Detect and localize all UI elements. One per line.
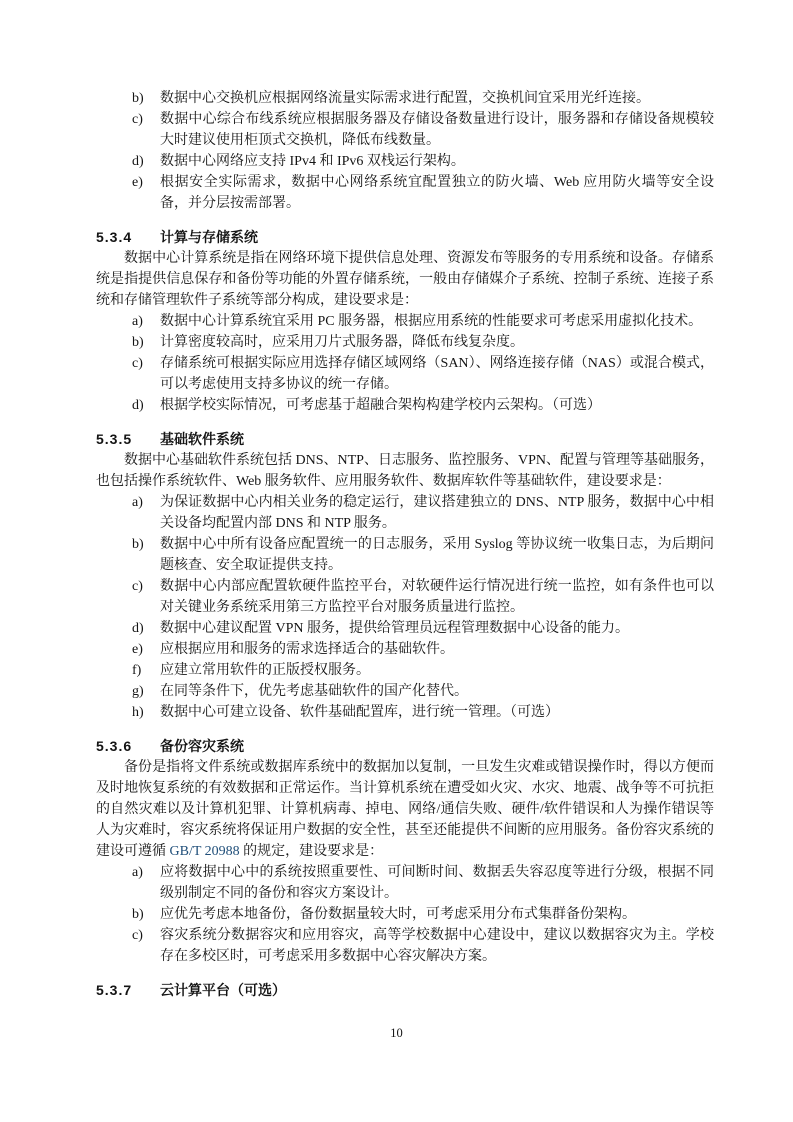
list-item-text: 数据中心内部应配置软硬件监控平台，对软硬件运行情况进行统一监控，如有条件也可以对关键业务系统采用第三方监控平台对服务质量进行监控。 [160,579,714,615]
list-item-text: 容灾系统分数据容灾和应用容灾，高等学校数据中心建设中，建议以数据容灾为主。学校存在多校区时，可考虑采用多数据中心容灾解决方案。 [160,928,714,964]
standard-reference-link[interactable]: GB/T 20988 [169,844,240,859]
list-item [96,151,714,172]
paragraph-text-segment: 数据中心基础软件系统包括 DNS、NTP、日志服务、监控服务、VPN、配置与管理等基础服务，也包括操作系统软件、Web 服务软件、应用服务软件、数据库软件等基础软件，建设要求是： [96,453,714,489]
list-item [96,862,714,904]
list-item-label: e) [132,175,143,190]
list-item-label: b) [132,537,144,552]
list-item [96,395,714,416]
document-content [96,88,714,1001]
list-item-text: 数据中心中所有设备应配置统一的日志服务，采用 Syslog 等协议统一收集日志，为后期问题核查、安全取证提供支持。 [160,537,714,573]
list-item [96,492,714,534]
list-item-text: 在同等条件下，优先考虑基础软件的国产化替代。 [160,684,468,699]
list-item-label: b) [132,335,144,350]
list-item [96,332,714,353]
section [96,736,714,967]
list-item-label: b) [132,907,144,922]
section-number: 5.3.6 [96,738,133,754]
list-item [96,311,714,332]
list-item-label: a) [132,314,143,329]
list-item [96,904,714,925]
list-item [96,353,714,395]
sections-container [96,227,714,1001]
list-item [96,576,714,618]
section-paragraph [96,757,714,862]
section-number: 5.3.4 [96,229,133,245]
list-item-text: 数据中心交换机应根据网络流量实际需求进行配置，交换机间宜采用光纤连接。 [160,91,650,106]
list-item-label: d) [132,154,144,169]
list-item-label: e) [132,642,143,657]
list-item-text: 数据中心网络应支持 IPv4 和 IPv6 双栈运行架构。 [160,154,465,169]
list-item [96,681,714,702]
page-number: 10 [390,1026,403,1040]
list-item [96,534,714,576]
list-item-text: 数据中心综合布线系统应根据服务器及存储设备数量进行设计，服务器和存储设备规模较大时建议使用柜顶式交换机，降低布线数量。 [160,112,714,148]
list-item-label: h) [132,705,144,720]
list-item-text: 数据中心建议配置 VPN 服务，提供给管理员远程管理数据中心设备的能力。 [160,621,630,636]
section-title: 备份容灾系统 [160,738,244,754]
section-heading [96,980,714,1001]
list-item [96,109,714,151]
section-heading [96,429,714,450]
list-item-label: c) [132,928,143,943]
list-item-label: g) [132,684,144,699]
list-item-label: c) [132,112,143,127]
section [96,227,714,416]
list-item [96,172,714,214]
list-item-label: c) [132,356,143,371]
section [96,429,714,723]
paragraph-text-segment: 数据中心计算系统是指在网络环境下提供信息处理、资源发布等服务的专用系统和设备。存储系统是指提供信息保存和备份等功能的外置存储系统，一般由存储媒介子系统、控制子系统、连接子系统和存储管理软件子系统等部分构成，建设要求是： [96,251,714,308]
paragraph-text-segment: 备份是指将文件系统或数据库系统中的数据加以复制，一旦发生灾难或错误操作时，得以方便而及时地恢复系统的有效数据和正常运作。当计算机系统在遭受如火灾、水灾、地震、战争等不可抗拒的自然灾难以及计算机犯罪、计算机病毒、掉电、网络/通信失败、硬件/软件错误和人为操作错误等人为灾难时，容灾系统将保证用户数据的安全性，甚至还能提供不间断的应用服务。备份容灾系统的建设可遵循 [96,760,714,859]
list-item-label: c) [132,579,143,594]
section-title: 基础软件系统 [160,431,244,447]
list-item-text: 为保证数据中心内相关业务的稳定运行，建议搭建独立的 DNS、NTP 服务，数据中心中相关设备均配置内部 DNS 和 NTP 服务。 [160,495,714,531]
list-item [96,660,714,681]
list-item-label: f) [132,663,142,678]
section-title: 云计算平台（可选） [160,982,286,998]
paragraph-text-segment: 的规定，建设要求是： [239,844,384,859]
section-heading [96,736,714,757]
list-item-text: 数据中心计算系统宜采用 PC 服务器，根据应用系统的性能要求可考虑采用虚拟化技术。 [160,314,703,329]
list-item-text: 根据学校实际情况，可考虑基于超融合架构构建学校内云架构。（可选） [160,398,601,413]
list-item-text: 应优先考虑本地备份，备份数据量较大时，可考虑采用分布式集群备份架构。 [160,907,636,922]
section-paragraph [96,450,714,492]
section-title: 计算与存储系统 [160,229,258,245]
list-item-label: d) [132,398,144,413]
list-item [96,618,714,639]
list-item-text: 计算密度较高时，应采用刀片式服务器，降低布线复杂度。 [160,335,524,350]
list-item [96,639,714,660]
section [96,980,714,1001]
section-paragraph [96,248,714,311]
section-number: 5.3.7 [96,982,133,998]
list-item-text: 数据中心可建立设备、软件基础配置库，进行统一管理。（可选） [160,705,559,720]
list-item-label: a) [132,865,143,880]
section-heading [96,227,714,248]
list-item-text: 根据安全实际需求，数据中心网络系统宜配置独立的防火墙、Web 应用防火墙等安全设备，并分层按需部署。 [160,175,714,211]
section-number: 5.3.5 [96,431,133,447]
continued-list [96,88,714,214]
list-item-text: 存储系统可根据实际应用选择存储区域网络（SAN）、网络连接存储（NAS）或混合模式，可以考虑使用支持多协议的统一存储。 [160,356,714,392]
list-item-label: a) [132,495,143,510]
list-item-label: b) [132,91,144,106]
list-item [96,702,714,723]
list-item-text: 应根据应用和服务的需求选择适合的基础软件。 [160,642,454,657]
list-item-label: d) [132,621,144,636]
list-item-text: 应将数据中心中的系统按照重要性、可间断时间、数据丢失容忍度等进行分级，根据不同级别制定不同的备份和容灾方案设计。 [160,865,714,901]
list-item-text: 应建立常用软件的正版授权服务。 [160,663,370,678]
list-item [96,88,714,109]
list-item [96,925,714,967]
